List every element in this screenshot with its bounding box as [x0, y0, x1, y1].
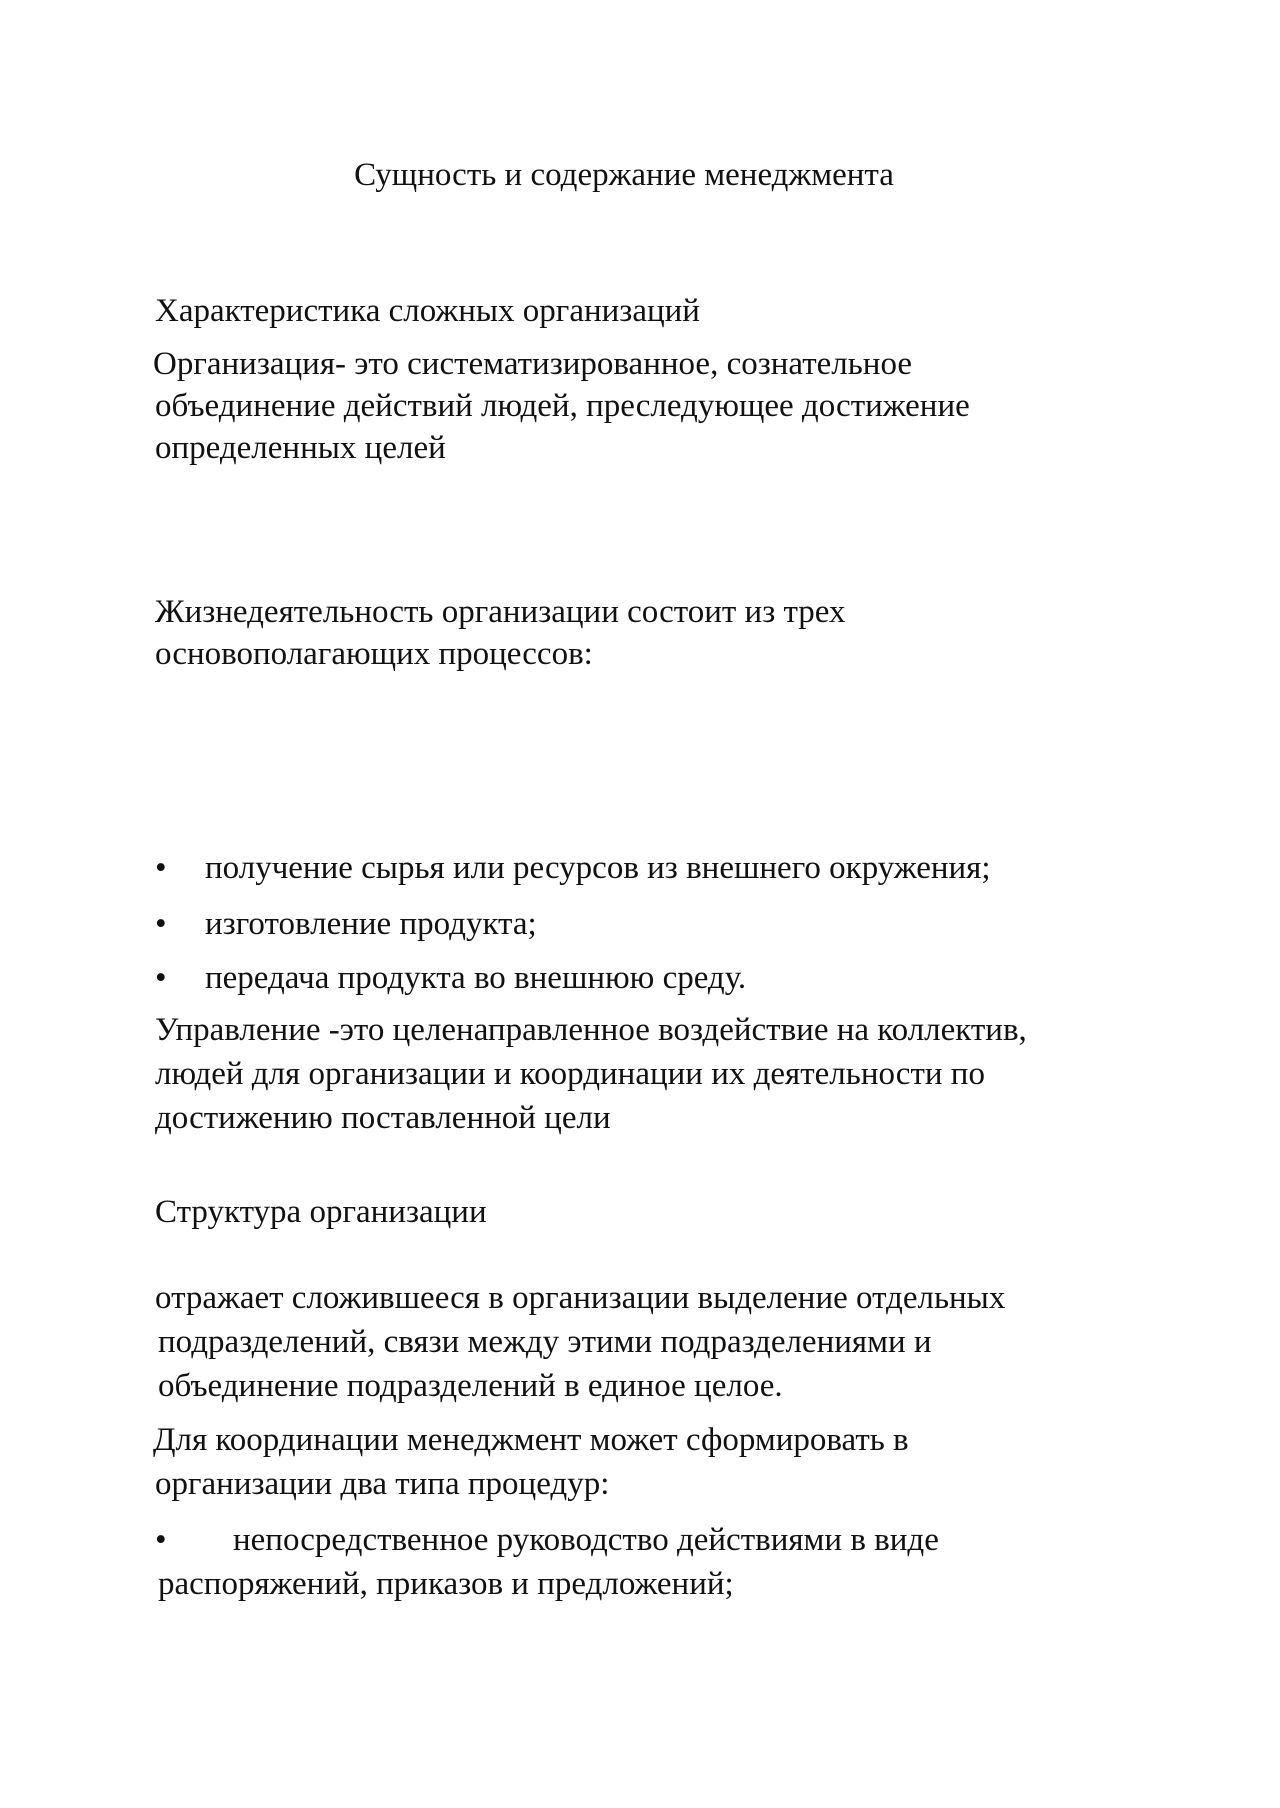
paragraph-line: основополагающих процессов: [155, 636, 593, 672]
paragraph-line: определенных целей [155, 430, 446, 466]
paragraph-line: людей для организации и координации их деятельности по [155, 1056, 985, 1092]
paragraph-line: объединение действий людей, преследующее достижение [155, 388, 970, 424]
paragraph-line: отражает сложившееся в организации выделение отдельных [155, 1280, 1006, 1316]
list-item-text: непосредственное руководство действиями в виде [233, 1522, 939, 1558]
paragraph-line: Организация- это систематизированное, сознательное [153, 346, 912, 382]
paragraph-line: организации два типа процедур: [155, 1466, 610, 1502]
list-item-text: получение сырья или ресурсов из внешнего окружения; [205, 850, 991, 886]
bullet-icon: • [155, 1522, 167, 1558]
bullet-icon: • [155, 850, 167, 886]
document-title: Сущность и содержание менеджмента [354, 157, 894, 193]
list-item-text: передача продукта во внешнюю среду. [205, 960, 747, 996]
section-heading: Характеристика сложных организаций [155, 293, 700, 329]
bullet-icon: • [155, 906, 167, 942]
paragraph-line: Для координации менеджмент может сформировать в [153, 1422, 909, 1458]
paragraph-line: Управление -это целенаправленное воздействие на коллектив, [155, 1012, 1027, 1048]
list-item-continuation: распоряжений, приказов и предложений; [158, 1566, 734, 1602]
paragraph-line: объединение подразделений в единое целое. [158, 1368, 783, 1404]
section-heading: Структура организации [155, 1194, 487, 1230]
paragraph-line: Жизнедеятельность организации состоит из трех [155, 594, 846, 630]
paragraph-line: достижению поставленной цели [155, 1100, 611, 1136]
paragraph-line: подразделений, связи между этими подразделениями и [158, 1324, 932, 1360]
bullet-icon: • [155, 960, 167, 996]
list-item-text: изготовление продукта; [205, 906, 537, 942]
